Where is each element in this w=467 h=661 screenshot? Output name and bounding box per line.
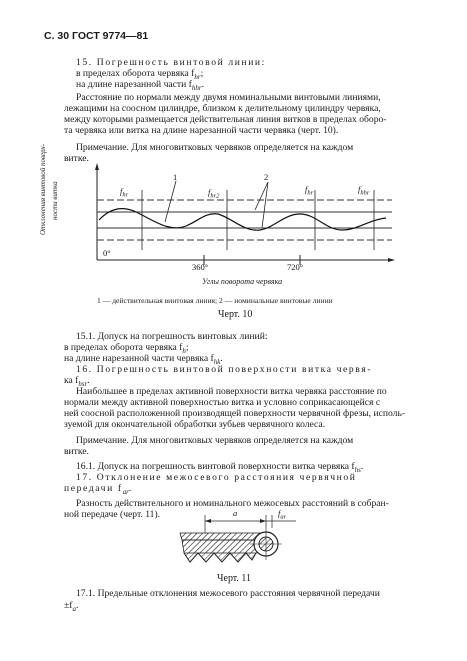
- section-17-1-line-2: $\pm f_a$.: [64, 600, 79, 613]
- section-15-1-line-1: 15.1. Допуск на погрешность винтовых линий:: [76, 331, 268, 342]
- fig10-deg-720: 720°: [287, 262, 304, 272]
- fig10-label-fhhr: $f_{hhr}$: [358, 184, 370, 197]
- page-header: С. 30 ГОСТ 9774—81: [44, 30, 149, 42]
- fig10-legend: 1 — действительная винтовая линия; 2 — номинальные винтовые линии: [97, 296, 333, 305]
- section-16-note-2: витке.: [64, 446, 89, 457]
- fig11-label-far: $f_{ar}$: [278, 508, 287, 521]
- fig11-label-a: a: [233, 508, 238, 518]
- section-16-1-line-1: 16.1. Допуск на погрешность винтовой поверхности витка червяка $f_{hs}$.: [76, 461, 364, 474]
- section-15-para-1: Расстояние по нормали между двумя номинальными винтовыми линиями,: [76, 92, 381, 103]
- fig10-label-fhr3: $f_{hr}$: [305, 184, 314, 197]
- fig10-label-fhr1: $f_{hr}$: [120, 186, 129, 199]
- fig10-xlabel: Углы поворота червяка: [202, 277, 283, 286]
- section-16-para-4: зуемой для окончательной обработки зубьев червячного колеса.: [64, 419, 326, 430]
- section-15-para-2: лежащими на соосном цилиндре, близком к делительному цилиндру червяка,: [64, 103, 381, 114]
- section-17-para-2: ной передаче (черт. 11).: [64, 509, 161, 520]
- section-15-note-1: Примечание. Для многовитковых червяков определяется на каждом: [76, 142, 354, 153]
- section-17-1-line-1: 17.1. Предельные отклонения межосевого расстояния червячной передачи: [76, 588, 380, 599]
- fig10-label-1: 1: [173, 172, 178, 182]
- fig10-label-2: 2: [264, 172, 269, 182]
- section-15-title: 15. Погрешность винтовой линии:: [76, 57, 266, 68]
- section-17-title: 17. Отклонение межосевого расстояния червячной: [76, 472, 357, 483]
- section-17-para-1: Разность действительного и номинального межосевых расстояний в собран-: [76, 498, 389, 509]
- section-15-1-line-3: на длине нарезанной части червяка $f_{hk}$.: [64, 353, 223, 366]
- fig10-caption: Черт. 10: [218, 309, 253, 320]
- fig11-top-band: [180, 533, 264, 540]
- section-16-title-2: ка $f_{hsr}$.: [64, 375, 90, 388]
- fig11-caption: Черт. 11: [217, 573, 252, 584]
- fig11-wheel-section: [182, 540, 260, 553]
- section-17-title-2: передачи $f_{ar}$.: [64, 483, 133, 496]
- section-16-para-2: нормали между активной поверхностью витка и условно соприкасающейся с: [64, 397, 381, 408]
- section-16-para-1: Наибольшее в пределах активной поверхности витка червяка расстояние по: [76, 386, 387, 397]
- section-15-note-2: витке.: [64, 153, 89, 164]
- section-16-title: 16. Погрешность винтовой поверхности витка червя-: [76, 364, 373, 375]
- section-15-line-2: на длине нарезанной части $f_{hhr}$.: [76, 79, 204, 92]
- section-15-1-line-2: в пределах оборота червяка $f_h$;: [64, 342, 189, 355]
- fig10-deg-360: 360°: [192, 262, 209, 272]
- section-15-line-1: в пределах оборота червяка $f_{hr}$;: [76, 68, 204, 81]
- section-15-para-3: между которыми размещается действительная линия витков в пределах оборо-: [64, 114, 387, 125]
- fig10-label-fhr2: $f_{hr2}$: [208, 187, 220, 200]
- section-15-para-4: та червяка или витка на длине нарезанной части червяка (черт. 10).: [64, 125, 339, 136]
- section-16-note-1: Примечание. Для многовитковых червяков определяется на каждом: [76, 435, 354, 446]
- fig10-deg-0: 0°: [103, 248, 111, 258]
- section-16-para-3: ней соосной расположенной производящей поверхности червячной фрезы, исполь-: [64, 408, 406, 419]
